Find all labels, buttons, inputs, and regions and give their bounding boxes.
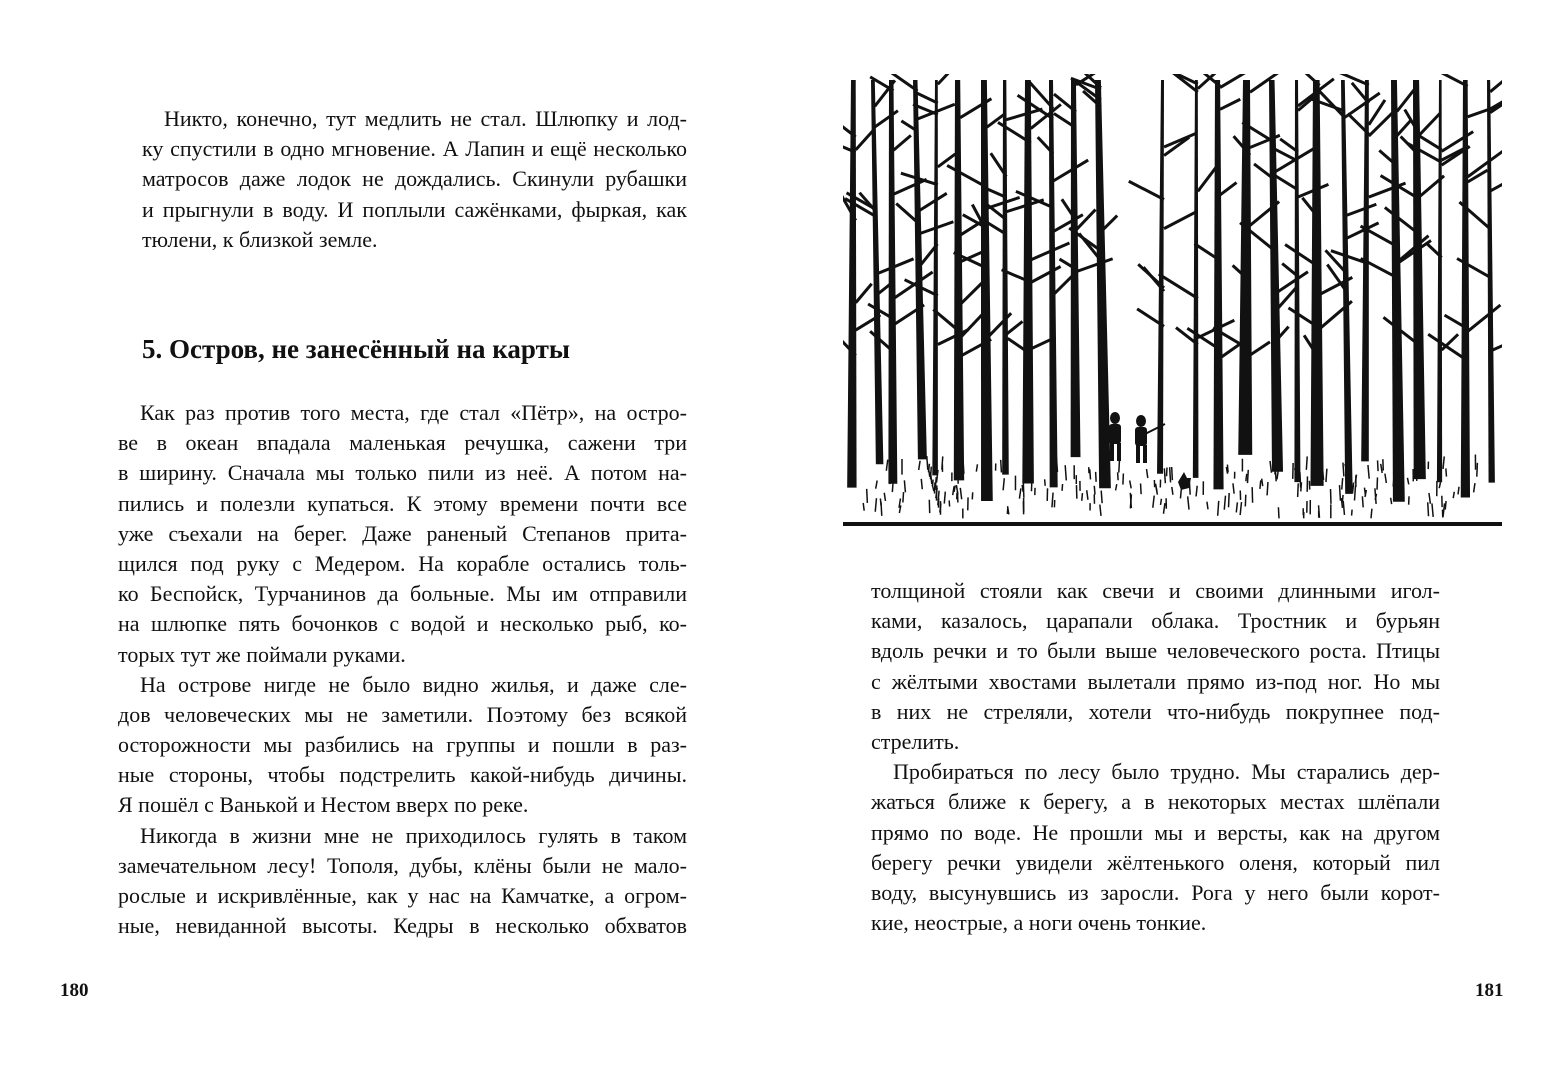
text-line: кие, неострые, а ноги очень тонкие.	[871, 910, 1207, 936]
right-page	[783, 0, 1566, 1080]
text-line: толщиной стояли как свечи и своими длинными игол-	[871, 578, 1440, 603]
chapter-heading: 5. Остров, не занесённый на карты	[142, 334, 570, 364]
text-line: воду, высунувшись из заросли. Рога у него были корот-	[871, 879, 1440, 905]
text-line: в них не стреляли, хотели что-нибудь покрупнее под-	[871, 698, 1440, 724]
text-line: берегу речки увидели жёлтенького оленя, который пил	[871, 849, 1440, 875]
text-line: щился под руку с Медером. На корабле остались толь-	[118, 550, 687, 576]
text-line: ные, невиданной высоты. Кедры в несколько обхватов	[118, 913, 687, 939]
text-line: осторожности мы разбились на группы и пошли в раз-	[118, 732, 687, 758]
text-line: рослые и искривлённые, как у нас на Камчатке, а огром-	[118, 883, 687, 908]
text-line: с жёлтыми хвостами вылетали прямо из-под ног. Но мы	[871, 668, 1440, 694]
text-line: торых тут же поймали руками.	[118, 641, 406, 667]
text-line: Пробираться по лесу было трудно. Мы старались дер-	[893, 759, 1440, 785]
text-line: матросов даже лодок не дождались. Скинули рубашки	[142, 166, 687, 192]
text-line: На острове нигде не было видно жилья, и даже сле-	[140, 671, 687, 697]
text-line: Никто, конечно, тут медлить не стал. Шлюпку и лод-	[164, 106, 687, 131]
text-line: и прыгнули в воду. И поплыли сажёнками, фыркая, как	[142, 196, 687, 222]
page-number: 181	[1475, 980, 1504, 1001]
text-line: на шлюпке пять бочонков с водой и несколько рыб, ко-	[118, 611, 687, 637]
text-line: пились и полезли купаться. К этому времени почти все	[118, 490, 687, 516]
text-line: ку спустили в одно мгновение. А Лапин и ещё несколько	[142, 136, 687, 162]
text-line: ве в океан впадала маленькая речушка, сажени три	[118, 430, 687, 456]
continued-text	[871, 576, 1440, 938]
text-line: Как раз против того места, где стал «Пётр», на остро-	[140, 400, 687, 425]
chapter-body	[118, 398, 687, 941]
forest-illustration	[843, 74, 1502, 526]
text-line: жаться ближе к берегу, а в некоторых местах шлёпали	[871, 789, 1440, 815]
text-line: ко Беспойск, Турчанинов да больные. Мы им отправили	[118, 581, 687, 607]
page-number: 180	[60, 980, 89, 1001]
text-line: тюлени, к близкой земле.	[142, 226, 378, 252]
text-line: прямо по воде. Не прошли мы и версты, как на другом	[871, 819, 1440, 845]
text-line: уже съехали на берег. Даже раненый Степанов прита-	[118, 520, 687, 546]
text-line: ные стороны, чтобы подстрелить какой-нибудь дичины.	[118, 762, 687, 788]
intro-paragraph	[142, 104, 687, 255]
text-line: ками, казалось, царапали облака. Тростник и бурьян	[871, 608, 1440, 634]
text-line: вдоль речки и то были выше человеческого роста. Птицы	[871, 638, 1440, 664]
text-line: Я пошёл с Ванькой и Нестом вверх по реке.	[118, 792, 529, 818]
text-line: в ширину. Сначала мы только пили из неё. А потом на-	[118, 460, 687, 486]
text-line: Никогда в жизни мне не приходилось гулять в таком	[140, 822, 687, 848]
text-line: дов человеческих мы не заметили. Поэтому без всякой	[118, 701, 687, 727]
text-line: стрелить.	[871, 728, 960, 754]
text-line: замечательном лесу! Тополя, дубы, клёны были не мало-	[118, 852, 687, 878]
